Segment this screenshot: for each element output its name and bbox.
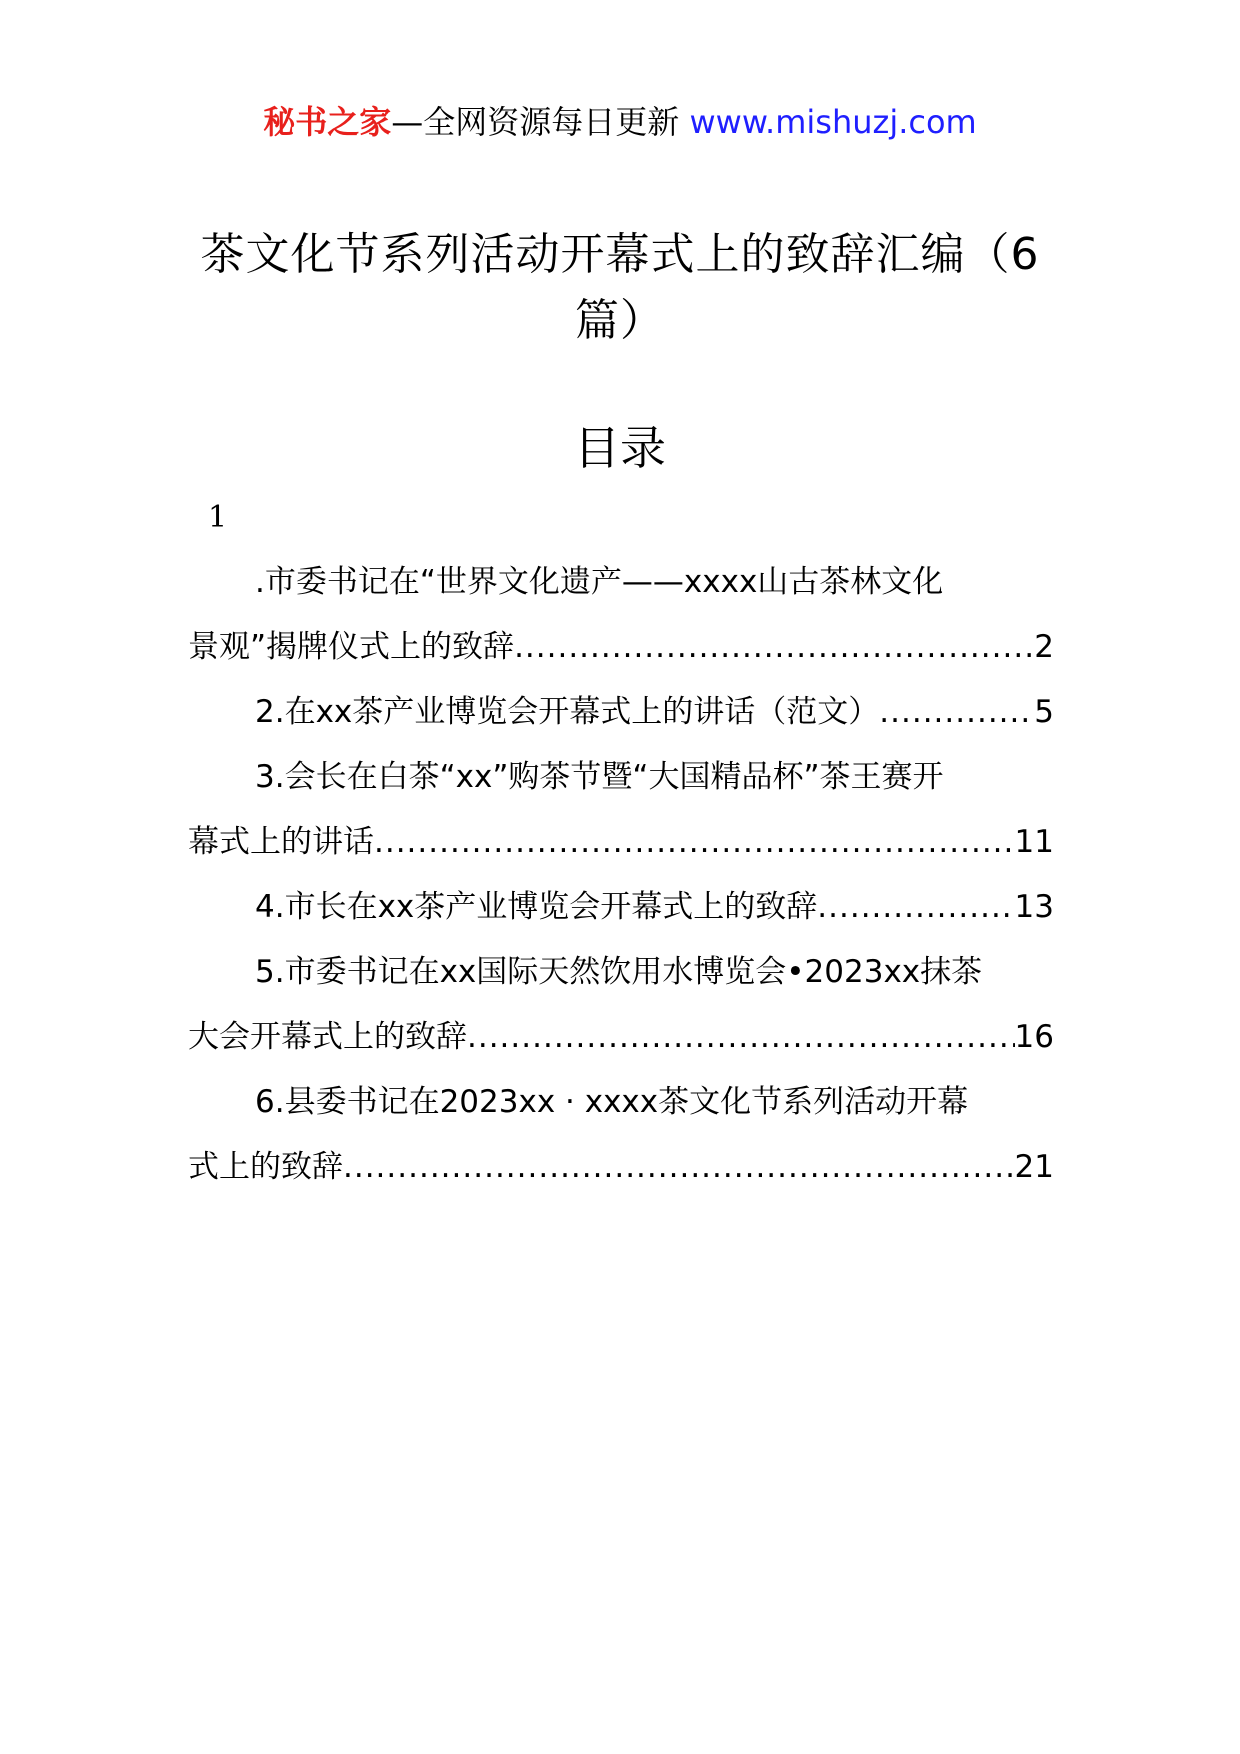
toc-page-number: 5: [1034, 694, 1054, 730]
toc-entry-5[interactable]: [188, 940, 1054, 1070]
toc-marker: 1: [208, 500, 228, 535]
toc-page-number: 2: [1034, 629, 1054, 665]
dot-leader: [879, 680, 1034, 745]
toc-entry-text: 5.市委书记在xx国际天然饮用水博览会•2023xx抹茶: [255, 954, 983, 990]
toc-entry-4[interactable]: [188, 875, 1054, 940]
toc-entry-6[interactable]: [188, 1070, 1054, 1200]
dot-leader: [467, 1005, 1015, 1070]
document-title: 茶文化节系列活动开幕式上的致辞汇编（6篇）: [200, 229, 1040, 346]
toc-entry-text-continued: 式上的致辞: [188, 1149, 343, 1185]
table-of-contents: [188, 550, 1054, 1200]
toc-entry-3[interactable]: [188, 745, 1054, 875]
toc-entry-text-continued: 幕式上的讲话: [188, 824, 374, 860]
toc-page-number: 21: [1014, 1149, 1054, 1185]
toc-entry-text: 3.会长在白茶“xx”购茶节暨“大国精品杯”茶王赛开: [255, 759, 944, 795]
toc-page-number: 16: [1014, 1019, 1054, 1055]
toc-entry-text-continued: 景观”揭牌仪式上的致辞: [188, 629, 515, 665]
toc-heading: 目录: [574, 421, 666, 475]
toc-entry-1[interactable]: [188, 550, 1054, 680]
toc-entry-text: 4.市长在xx茶产业博览会开幕式上的致辞: [255, 889, 818, 925]
dot-leader: [514, 615, 1034, 680]
header-tagline: —全网资源每日更新: [391, 103, 690, 141]
dot-leader: [817, 875, 1014, 940]
toc-entry-text: .市委书记在“世界文化遗产——xxxx山古茶林文化: [255, 564, 944, 600]
dot-leader: [343, 1135, 1015, 1200]
toc-entry-2[interactable]: [188, 680, 1054, 745]
brand-name: 秘书之家: [263, 103, 392, 141]
site-url-link[interactable]: www.mishuzj.com: [689, 103, 977, 141]
toc-entry-text-continued: 大会开幕式上的致辞: [188, 1019, 467, 1055]
toc-entry-text: 6.县委书记在2023xx · xxxx茶文化节系列活动开幕: [255, 1084, 969, 1120]
toc-page-number: 11: [1014, 824, 1054, 860]
toc-entry-text: 2.在xx茶产业博览会开幕式上的讲话（范文）: [255, 694, 880, 730]
toc-page-number: 13: [1014, 889, 1054, 925]
site-header: [0, 100, 1240, 144]
dot-leader: [374, 810, 1015, 875]
